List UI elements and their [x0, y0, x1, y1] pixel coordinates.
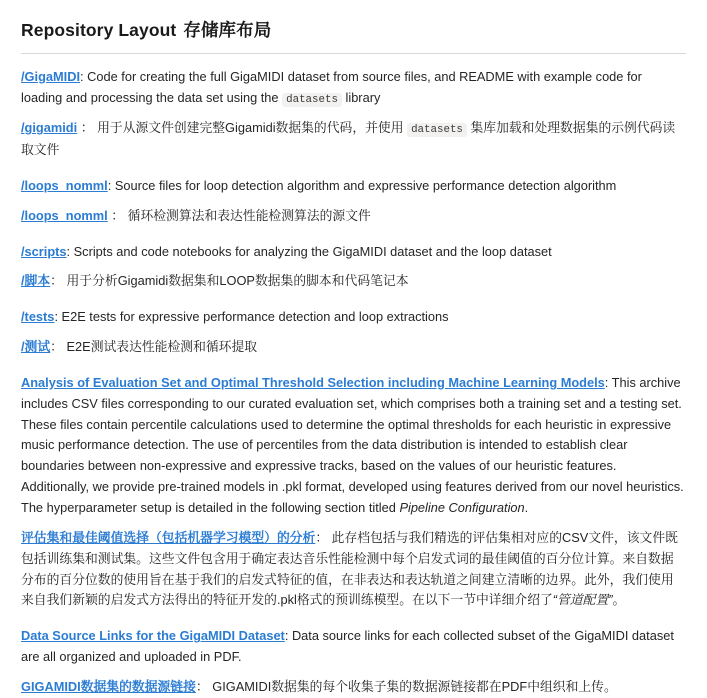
- body-text: ： 用于从源文件创建完整Gigamidi数据集的代码，并使用: [77, 120, 408, 136]
- body-text: ： 此存档包括与我们精选的评估集相对应的CSV文件，该文件既包括训练集和测试集。这些文件包含用于确定表达音乐性能检测中每个启发式词的最佳阈值的百分位计算。来自数据分布的百分位数的使用旨在基于我们的启发式特征的值，在非表达和表达轨道之间建立清晰的边界。此外，我们使用来自我们新颖的启发式方法得出的特征开发的.pkl格式的预训练模型。在以下一节中详细介绍了: [21, 529, 678, 608]
- code-span-datasets: datasets: [282, 93, 342, 107]
- section-loops-nomml: [21, 176, 686, 227]
- paragraph-analysis-en: [21, 373, 686, 519]
- paragraph-data-source-en: [21, 626, 686, 668]
- paragraph-tests-en: [21, 307, 686, 328]
- section-gigamidi: [21, 67, 686, 161]
- paragraph-gigamidi-zh: [21, 118, 686, 160]
- paragraph-tests-zh: [21, 337, 686, 358]
- page-title: [21, 17, 686, 42]
- page-title-zh: 存储库布局: [183, 20, 272, 40]
- body-text: 。: [612, 592, 626, 608]
- page-header: [21, 17, 686, 54]
- paragraph-loops-nomml-zh: [21, 206, 686, 227]
- link-scripts-en[interactable]: /scripts: [21, 243, 67, 259]
- body-text: ： E2E测试表达性能检测和循环提取: [50, 339, 258, 355]
- italic-pipeline-configuration-zh: “管道配置”: [552, 592, 613, 608]
- link-analysis-evaluation-set-zh[interactable]: 评估集和最佳阈值选择（包括机器学习模型）的分析: [21, 529, 316, 545]
- paragraph-analysis-zh: [21, 528, 686, 611]
- body-text: ： GIGAMIDI数据集的每个收集子集的数据源链接都在PDF中组织和上传。: [195, 678, 617, 694]
- link-gigamidi-zh[interactable]: /gigamidi: [21, 120, 78, 136]
- body-text: : This archive includes CSV files corresponding to our curated evaluation set, which comprises both a training set and a testing set. These files contain percentile calculations used to determine the optimal thresholds for each heuristic in expressive music performance detection. The use of percentiles from the data distribution is intended to establish clear boundaries between non-expressive and expressive tracks, based on the values of our heuristic features. Additionally, we provide pre-trained models in .pkl format, developed using features derived from our novel heuristics. The hyperparameter setup is detailed in the following section titled: [21, 374, 684, 515]
- body-text: : Code for creating the full GigaMIDI dataset from source files, and README with example code for loading and processing the data set using the: [21, 69, 642, 105]
- body-text: : Scripts and code notebooks for analyzing the GigaMIDI dataset and the loop dataset: [66, 243, 552, 259]
- link-data-source-links-zh[interactable]: GIGAMIDI数据集的数据源链接: [21, 678, 196, 694]
- italic-pipeline-configuration: Pipeline Configuration: [399, 500, 525, 515]
- body-text: : Data source links for each collected subset of the GigaMIDI dataset are all organized and uploaded in PDF.: [21, 628, 674, 665]
- paragraph-scripts-en: [21, 242, 686, 263]
- page-title-en: Repository Layout: [21, 20, 177, 40]
- code-span-datasets: datasets: [407, 123, 467, 137]
- section-analysis-evaluation: [21, 373, 686, 611]
- link-tests-en[interactable]: /tests: [21, 309, 55, 325]
- body-text: ： 用于分析Gigamidi数据集和LOOP数据集的脚本和代码笔记本: [50, 273, 409, 289]
- section-data-source-links: [21, 626, 686, 698]
- section-tests: [21, 307, 686, 358]
- link-tests-zh[interactable]: /测试: [21, 339, 51, 355]
- link-loops-nomml-en[interactable]: /loops_nomml: [21, 177, 108, 193]
- body-text: : Source files for loop detection algorithm and expressive performance detection algorithm: [107, 177, 617, 193]
- link-scripts-zh[interactable]: /脚本: [21, 273, 51, 289]
- paragraph-gigamidi-en: [21, 67, 686, 109]
- body-text: 集库加载和处理数据集的示例代码读取文件: [21, 120, 676, 158]
- paragraph-data-source-zh: [21, 677, 686, 698]
- section-scripts: [21, 242, 686, 293]
- body-text: : E2E tests for expressive performance detection and loop extractions: [54, 309, 449, 325]
- body-text: .: [524, 500, 529, 515]
- link-data-source-links-en[interactable]: Data Source Links for the GigaMIDI Dataset: [21, 628, 285, 644]
- paragraph-loops-nomml-en: [21, 176, 686, 197]
- body-text: library: [341, 89, 381, 105]
- link-gigamidi-en[interactable]: /GigaMIDI: [21, 69, 81, 84]
- link-loops-nomml-zh[interactable]: /loops_nomml: [21, 207, 108, 223]
- link-analysis-evaluation-set-en[interactable]: Analysis of Evaluation Set and Optimal Threshold Selection including Machine Learning Models: [21, 374, 605, 390]
- body-text: ： 循环检测算法和表达性能检测算法的源文件: [107, 207, 371, 223]
- paragraph-scripts-zh: [21, 271, 686, 292]
